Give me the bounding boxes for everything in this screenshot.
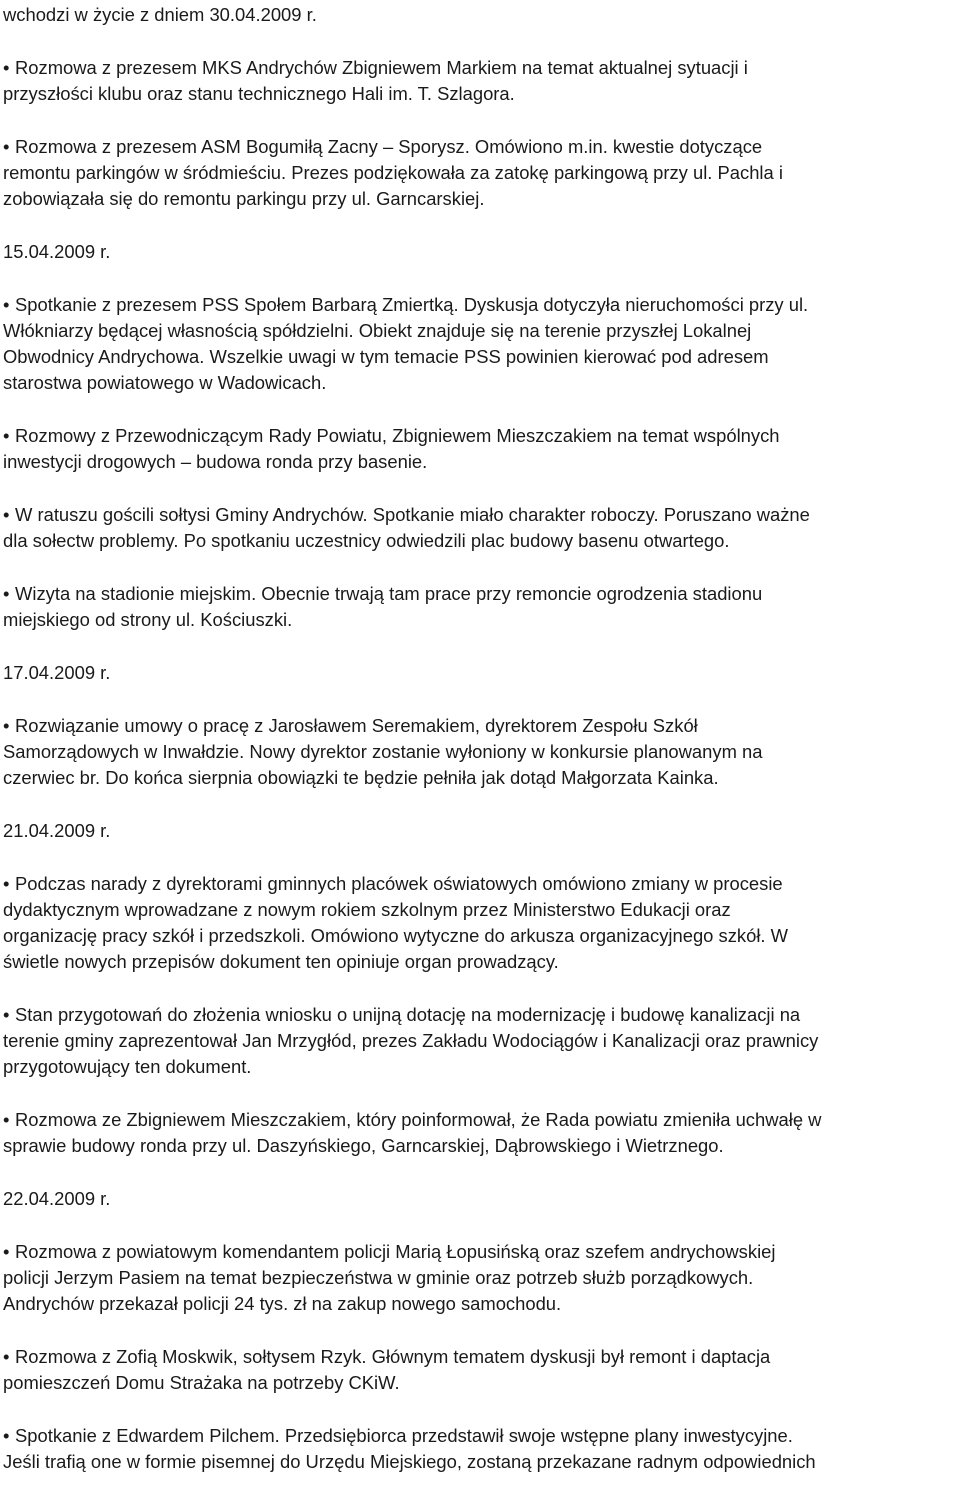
line-text: Rozwiązanie umowy o pracę z Jarosławem Seremakiem, dyrektorem Zespołu Szkół — [15, 715, 698, 736]
line-text: Spotkanie z prezesem PSS Społem Barbarą Zmiertką. Dyskusja dotyczyła nieruchomości przy ul. — [15, 294, 809, 315]
bullet-paragraph — [3, 1107, 958, 1159]
text-line — [3, 1239, 958, 1265]
line-text: inwestycji drogowych – budowa ronda przy basenie. — [3, 451, 428, 472]
text-line — [3, 81, 958, 107]
line-text: Stan przygotowań do złożenia wniosku o unijną dotację na modernizację i budowę kanalizacji na — [15, 1004, 801, 1025]
text-line — [3, 186, 958, 212]
text-line — [3, 1265, 958, 1291]
text-line — [3, 160, 958, 186]
text-line — [3, 344, 958, 370]
bullet-icon — [3, 1002, 15, 1028]
bullet-icon — [3, 1239, 15, 1265]
bullet-paragraph — [3, 1239, 958, 1317]
date-heading: 22.04.2009 r. — [3, 1188, 111, 1209]
bullet-paragraph — [3, 1002, 958, 1080]
line-text: remontu parkingów w śródmieściu. Prezes podziękowała za zatokę parkingową przy ul. Pachla i — [3, 162, 783, 183]
line-text: Obwodnicy Andrychowa. Wszelkie uwagi w tym temacie PSS powinien kierować pod adresem — [3, 346, 769, 367]
bullet-paragraph — [3, 423, 958, 475]
text-line — [3, 1028, 958, 1054]
text-line — [3, 292, 958, 318]
text-line — [3, 1107, 958, 1133]
line-text: świetle nowych przepisów dokument ten opiniuje organ prowadzący. — [3, 951, 559, 972]
line-text: przyszłości klubu oraz stanu technicznego Hali im. T. Szlagora. — [3, 83, 515, 104]
bullet-icon — [3, 1107, 15, 1133]
text-line — [3, 134, 958, 160]
bullet-paragraph — [3, 55, 958, 107]
line-text: Podczas narady z dyrektorami gminnych placówek oświatowych omówiono zmiany w procesie — [15, 873, 783, 894]
line-text: Rozmowa ze Zbigniewem Mieszczakiem, który poinformował, że Rada powiatu zmieniła uchwałę w — [15, 1109, 822, 1130]
bullet-paragraph — [3, 871, 958, 975]
line-text: Włókniarzy będącej własnością spółdzielni. Obiekt znajduje się na terenie przyszłej Lokalnej — [3, 320, 752, 341]
bullet-icon — [3, 581, 15, 607]
line-text: Rozmowa z prezesem ASM Bogumiłą Zacny – Sporysz. Omówiono m.in. kwestie dotyczące — [15, 136, 763, 157]
text-line — [3, 1423, 958, 1449]
text-line — [3, 2, 958, 28]
date-heading: 15.04.2009 r. — [3, 241, 111, 262]
text-line — [3, 528, 958, 554]
line-text: Rozmowa z Zofią Moskwik, sołtysem Rzyk. Głównym tematem dyskusji był remont i daptacja — [15, 1346, 771, 1367]
text-line — [3, 897, 958, 923]
text-line — [3, 765, 958, 791]
line-text: starostwa powiatowego w Wadowicach. — [3, 372, 327, 393]
text-line — [3, 607, 958, 633]
text-line — [3, 1054, 958, 1080]
line-text: policji Jerzym Pasiem na temat bezpieczeństwa w gminie oraz potrzeb służb porządkowych. — [3, 1267, 754, 1288]
text-line — [3, 449, 958, 475]
line-text: przygotowujący ten dokument. — [3, 1056, 252, 1077]
line-text: Spotkanie z Edwardem Pilchem. Przedsiębiorca przedstawił swoje wstępne plany inwestycyjne. — [15, 1425, 793, 1446]
text-line — [3, 871, 958, 897]
text-line — [3, 318, 958, 344]
text-line — [3, 1133, 958, 1159]
bullet-icon — [3, 871, 15, 897]
line-text: Rozmowy z Przewodniczącym Rady Powiatu, Zbigniewem Mieszczakiem na temat wspólnych — [15, 425, 780, 446]
line-text: Andrychów przekazał policji 24 tys. zł na zakup nowego samochodu. — [3, 1293, 562, 1314]
line-text: W ratuszu gościli sołtysi Gminy Andrychów. Spotkanie miało charakter roboczy. Poruszano ważne — [15, 504, 810, 525]
bullet-icon — [3, 292, 15, 318]
line-text: miejskiego od strony ul. Kościuszki. — [3, 609, 293, 630]
bullet-paragraph — [3, 502, 958, 554]
text-line — [3, 581, 958, 607]
text-line — [3, 55, 958, 81]
date-heading: 17.04.2009 r. — [3, 662, 111, 683]
text-line — [3, 423, 958, 449]
document-page — [3, 2, 958, 1502]
line-text: sprawie budowy ronda przy ul. Daszyńskiego, Garncarskiej, Dąbrowskiego i Wietrznego. — [3, 1135, 724, 1156]
bullet-icon — [3, 134, 15, 160]
line-text: zobowiązała się do remontu parkingu przy ul. Garncarskiej. — [3, 188, 485, 209]
line-text: pomieszczeń Domu Strażaka na potrzeby CKiW. — [3, 1372, 400, 1393]
bullet-paragraph — [3, 581, 958, 633]
date-heading: 21.04.2009 r. — [3, 820, 111, 841]
bullet-icon — [3, 1344, 15, 1370]
text-line — [3, 1002, 958, 1028]
line-text: Samorządowych w Inwałdzie. Nowy dyrektor zostanie wyłoniony w konkursie planowanym na — [3, 741, 763, 762]
bullet-paragraph — [3, 134, 958, 212]
bullet-icon — [3, 713, 15, 739]
line-text: organizację pracy szkół i przedszkoli. Omówiono wytyczne do arkusza organizacyjnego szkół. W — [3, 925, 788, 946]
line-text: Jeśli trafią one w formie pisemnej do Urzędu Miejskiego, zostaną przekazane radnym odpowiednich — [3, 1451, 816, 1472]
bullet-icon — [3, 502, 15, 528]
text-line — [3, 1449, 958, 1475]
line-text: Rozmowa z prezesem MKS Andrychów Zbigniewem Markiem na temat aktualnej sytuacji i — [15, 57, 748, 78]
line-text: czerwiec br. Do końca sierpnia obowiązki te będzie pełniła jak dotąd Małgorzata Kainka. — [3, 767, 719, 788]
bullet-paragraph — [3, 292, 958, 396]
line-text: Wizyta na stadionie miejskim. Obecnie trwają tam prace przy remoncie ogrodzenia stadionu — [15, 583, 763, 604]
text-line — [3, 1370, 958, 1396]
bullet-paragraph — [3, 713, 958, 791]
bullet-icon — [3, 423, 15, 449]
text-line — [3, 1291, 958, 1317]
line-text: dla sołectw problemy. Po spotkaniu uczestnicy odwiedzili plac budowy basenu otwartego. — [3, 530, 730, 551]
text-line — [3, 949, 958, 975]
text-line — [3, 370, 958, 396]
line-text: wchodzi w życie z dniem 30.04.2009 r. — [3, 4, 317, 25]
text-line — [3, 923, 958, 949]
bullet-icon — [3, 1423, 15, 1449]
line-text: terenie gminy zaprezentował Jan Mrzygłód, prezes Zakładu Wodociągów i Kanalizacji oraz prawnicy — [3, 1030, 819, 1051]
line-text: dydaktycznym wprowadzane z nowym rokiem szkolnym przez Ministerstwo Edukacji oraz — [3, 899, 731, 920]
line-text: Rozmowa z powiatowym komendantem policji Marią Łopusińską oraz szefem andrychowskiej — [15, 1241, 776, 1262]
paragraph — [3, 2, 958, 28]
text-line — [3, 739, 958, 765]
bullet-paragraph — [3, 1344, 958, 1396]
bullet-paragraph — [3, 1423, 958, 1475]
text-line — [3, 713, 958, 739]
bullet-icon — [3, 55, 15, 81]
text-line — [3, 1344, 958, 1370]
text-line — [3, 502, 958, 528]
